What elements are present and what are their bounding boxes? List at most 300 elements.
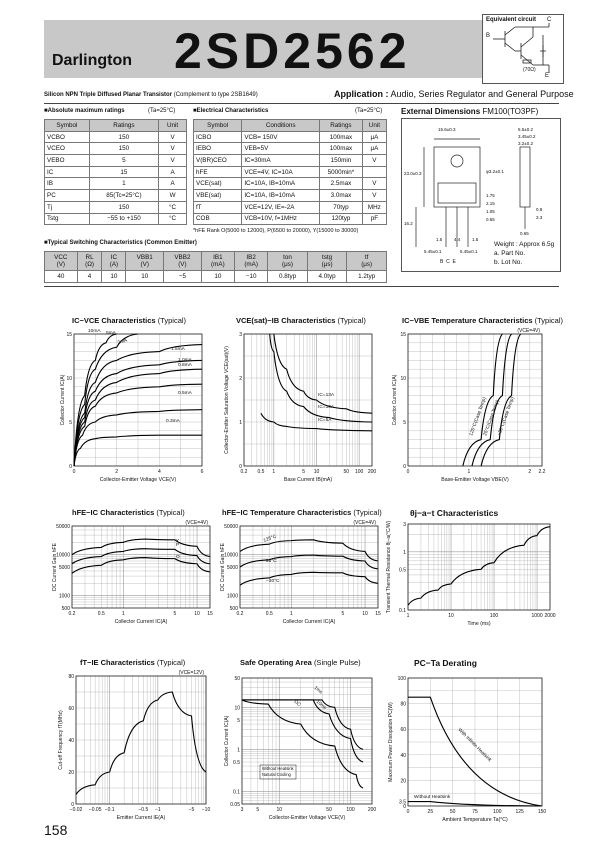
x-tick-label: −5 bbox=[188, 807, 195, 813]
table-cell: A bbox=[159, 178, 187, 190]
y-tick-label: 5 bbox=[69, 420, 72, 426]
chart-ic-vce bbox=[56, 324, 216, 484]
table-cell: PC bbox=[45, 190, 90, 202]
table-cell: VCE(sat) bbox=[194, 178, 242, 190]
series-label: 1.5mA bbox=[171, 347, 185, 352]
table-row bbox=[45, 131, 187, 143]
table-cell: V bbox=[159, 131, 187, 143]
header-cell: Ratings bbox=[320, 120, 363, 132]
header-cell: Symbol bbox=[45, 120, 90, 132]
test-condition: (VCE=12V) bbox=[178, 670, 204, 676]
series-label: 10mA bbox=[88, 329, 101, 334]
table-cell: −55 to +150 bbox=[89, 213, 158, 225]
header-cell: tstg (μs) bbox=[307, 252, 347, 271]
chart5-title: hFE−IC Temperature Characteristics (Typical) bbox=[222, 508, 382, 517]
x-tick-label: 15 bbox=[375, 611, 381, 617]
header-cell: tf (μs) bbox=[347, 252, 387, 271]
complement-note: (Complement to type 2SB1649) bbox=[173, 92, 258, 98]
grid bbox=[240, 526, 378, 608]
x-tick-label: 4 bbox=[157, 469, 161, 475]
header-cell: Conditions bbox=[242, 120, 320, 132]
table-row bbox=[45, 155, 187, 167]
dim-thickness: 5.5±0.2 bbox=[518, 127, 533, 132]
dim-side-b: 3.2±0.2 bbox=[518, 141, 533, 146]
y-tick-label: 1 bbox=[239, 420, 242, 426]
abs-max-cond: (Ta=25°C) bbox=[148, 108, 176, 114]
x-axis-label: Emitter Current IE(A) bbox=[116, 815, 166, 821]
series-label: Without Heatsink bbox=[414, 795, 451, 800]
abs-max-table bbox=[44, 119, 187, 225]
darlington-symbol-icon bbox=[483, 15, 563, 83]
test-condition: (VCE=4V) bbox=[185, 520, 208, 526]
header-cell: Ratings bbox=[89, 120, 158, 132]
x-tick-label: −1 bbox=[154, 807, 161, 813]
y-tick-label: 0 bbox=[403, 804, 406, 810]
y-axis-label: Collector Current IC(A) bbox=[60, 374, 66, 426]
series-label: 1.0mA bbox=[178, 358, 192, 363]
y-tick-label: 20 bbox=[68, 770, 74, 776]
series-label: 5mA bbox=[106, 331, 116, 336]
x-axis-label: Collector Current IC(A) bbox=[114, 619, 168, 625]
y-tick-label: 10 bbox=[400, 376, 406, 382]
table-cell: V bbox=[362, 155, 386, 167]
table-cell: V bbox=[159, 143, 187, 155]
series-label: DC bbox=[292, 699, 302, 708]
table-cell: VCBO bbox=[45, 131, 90, 143]
dim-g: 1.5 bbox=[436, 237, 443, 242]
application bbox=[334, 89, 574, 99]
chart-ic-vbe-temp bbox=[388, 324, 558, 484]
x-axis-label: Ambient Temperature Ta(°C) bbox=[442, 817, 508, 823]
y-tick-label: 1000 bbox=[226, 593, 238, 600]
header-cell: VCC (V) bbox=[45, 252, 78, 271]
series-line bbox=[72, 549, 210, 564]
x-tick-label: 100 bbox=[354, 469, 364, 475]
table-cell: hFE bbox=[194, 166, 242, 178]
y-tick-label: 10000 bbox=[224, 552, 238, 559]
x-tick-label: 200 bbox=[367, 469, 377, 475]
chart7-title: fT−IE Characteristics (Typical) bbox=[80, 658, 186, 667]
x-tick-label: 1000 bbox=[531, 613, 543, 619]
y-axis-label: DC Current Gain hFE bbox=[220, 543, 226, 591]
table-cell: V bbox=[362, 190, 386, 202]
table-cell: A bbox=[159, 166, 187, 178]
series-label: −30°C(Case Temp) bbox=[497, 396, 516, 437]
y-tick-label: 3 bbox=[403, 522, 406, 528]
x-tick-label: 5 bbox=[173, 611, 177, 617]
x-tick-label: 5 bbox=[256, 807, 260, 813]
y-axis-label: Collector Current IC(A) bbox=[224, 715, 230, 767]
series-line bbox=[74, 334, 138, 466]
table-cell: 70typ bbox=[320, 201, 363, 213]
plot-frame bbox=[408, 524, 550, 610]
table-cell: 3.0max bbox=[320, 190, 363, 202]
x-tick-label: 3 bbox=[240, 807, 244, 813]
pin-c-label: C bbox=[547, 17, 552, 23]
plot-frame bbox=[242, 678, 372, 804]
x-tick-label: −0.1 bbox=[104, 807, 115, 813]
y-tick-label: 15 bbox=[400, 332, 406, 338]
x-tick-label: 6 bbox=[200, 469, 204, 475]
y-tick-label: 1 bbox=[237, 747, 240, 754]
test-condition: (VCE=4V) bbox=[517, 328, 540, 334]
y-tick-label: 40 bbox=[400, 752, 406, 759]
table-cell: 10 bbox=[201, 271, 234, 283]
grid bbox=[244, 334, 372, 466]
page-number: 158 bbox=[44, 822, 68, 838]
x-tick-label: 200 bbox=[367, 807, 377, 813]
y-axis-label: DC Current Gain hFE bbox=[52, 543, 58, 591]
x-tick-label: 2.2 bbox=[538, 469, 546, 475]
x-tick-label: 100 bbox=[346, 807, 355, 813]
application-label: Application : bbox=[334, 89, 389, 99]
dim-lead: 16.2 bbox=[404, 221, 413, 226]
table-cell: 0.8typ bbox=[268, 271, 308, 283]
x-tick-label: 150 bbox=[537, 809, 547, 815]
part-no-note: a. Part No. bbox=[494, 250, 526, 257]
y-tick-label: 0.5 bbox=[233, 760, 240, 766]
y-axis-label: Collector-Emitter Saturation Voltage VCE(sat)(V) bbox=[224, 346, 230, 454]
table-cell: 85(Tc=25°C) bbox=[89, 190, 158, 202]
table-cell: −10 bbox=[235, 271, 268, 283]
ext-dim-box bbox=[401, 118, 561, 272]
table-cell: VBE(sat) bbox=[194, 190, 242, 202]
table-cell: V(BR)CEO bbox=[194, 155, 242, 167]
table-cell: 40 bbox=[45, 271, 78, 283]
table-cell: fT bbox=[194, 201, 242, 213]
x-tick-label: 0 bbox=[406, 469, 410, 475]
series-label: With Infinite Heatsink bbox=[456, 727, 492, 764]
header-cell: RL (Ω) bbox=[77, 252, 102, 271]
y-tick-label: 50 bbox=[234, 676, 240, 682]
y-tick-label: 20 bbox=[400, 778, 406, 785]
chart4-title: hFE−IC Characteristics (Typical) bbox=[72, 508, 185, 517]
hfe-rank-note: *hFE Rank O(5000 to 12000), P(6500 to 20000), Y(15000 to 30000) bbox=[193, 228, 359, 234]
y-tick-label: 500 bbox=[61, 606, 70, 612]
x-tick-label: 2000 bbox=[544, 613, 556, 619]
series-label: IC=13A bbox=[318, 393, 335, 398]
abs-max-title: ■Absolute maximum ratings bbox=[44, 108, 125, 114]
table-cell: 15 bbox=[89, 166, 158, 178]
x-tick-label: 10 bbox=[313, 469, 320, 475]
soa-note-1: Without Heatsink bbox=[262, 766, 294, 771]
table-row bbox=[45, 178, 187, 190]
switching-table bbox=[44, 251, 387, 283]
elec-title: ■Electrical Characteristics bbox=[193, 108, 269, 114]
transistor-type: Silicon NPN Triple Diffused Planar Transistor bbox=[44, 92, 173, 98]
table-cell: 10 bbox=[126, 271, 164, 283]
y-tick-label: 5000 bbox=[58, 565, 70, 571]
y-tick-label: 0.5 bbox=[399, 567, 406, 574]
table-cell: IC=10A, IB=10mA bbox=[242, 190, 320, 202]
y-tick-label: 0.1 bbox=[233, 789, 240, 796]
chart-hfe-ic bbox=[50, 516, 218, 638]
y-axis-label: Collector Current IC(A) bbox=[392, 374, 398, 426]
table-cell: 10 bbox=[102, 271, 126, 283]
grid bbox=[408, 334, 542, 466]
table-cell: 150 bbox=[89, 201, 158, 213]
table-cell: 150 bbox=[89, 131, 158, 143]
y-tick-label: 100 bbox=[397, 676, 406, 682]
table-header bbox=[45, 120, 187, 132]
eqv-title: Equivalent circuit bbox=[486, 17, 537, 23]
grid bbox=[242, 678, 372, 804]
y-tick-label: 5 bbox=[237, 718, 240, 724]
x-axis-label: Base Current IB(mA) bbox=[283, 477, 333, 483]
table-cell: VEB=5V bbox=[242, 143, 320, 155]
x-tick-label: 0.2 bbox=[68, 611, 76, 617]
header-cell: VBB2 (V) bbox=[164, 252, 202, 271]
dim-i: 1.5 bbox=[472, 237, 479, 242]
table-row bbox=[194, 155, 387, 167]
dim-a: 1.75 bbox=[486, 193, 495, 198]
chart-vcesat-ib bbox=[222, 324, 382, 484]
y-tick-label: 80 bbox=[68, 674, 74, 680]
table-cell: 5 bbox=[89, 155, 158, 167]
x-tick-label: 50 bbox=[449, 809, 456, 815]
table-cell: VCE=4V, IC=10A bbox=[242, 166, 320, 178]
table-row bbox=[194, 178, 387, 190]
x-tick-label: 1 bbox=[467, 469, 471, 475]
table-row bbox=[45, 143, 187, 155]
table-cell: 100max bbox=[320, 131, 363, 143]
table-cell: °C bbox=[159, 213, 187, 225]
x-tick-label: 15 bbox=[207, 611, 213, 617]
table-row bbox=[194, 201, 387, 213]
dim-b: 2.15 bbox=[486, 201, 495, 206]
y-tick-label: 10 bbox=[66, 376, 72, 382]
dim-pitch-2: 5.45±0.1 bbox=[460, 249, 478, 254]
grid bbox=[408, 524, 550, 610]
chart9-title: PC−Ta Derating bbox=[414, 658, 477, 668]
table-cell: −5 bbox=[164, 271, 202, 283]
pin-labels: B C E bbox=[440, 259, 456, 265]
table-row bbox=[194, 190, 387, 202]
dim-hole: φ3.2±0.1 bbox=[486, 169, 504, 174]
x-tick-label: 1 bbox=[272, 469, 276, 475]
table-cell: IC=10A, IB=10mA bbox=[242, 178, 320, 190]
resistor-label: (70Ω) bbox=[523, 67, 536, 73]
y-tick-label: 5 bbox=[403, 420, 406, 426]
table-row bbox=[45, 166, 187, 178]
x-tick-label: 0 bbox=[72, 469, 76, 475]
series-label: 125°C(Case Temp) bbox=[469, 396, 488, 437]
series-label: IC=5A bbox=[318, 418, 332, 423]
x-tick-label: 100 bbox=[489, 613, 499, 619]
table-cell: VCEO bbox=[45, 143, 90, 155]
header-cell: IC (A) bbox=[102, 252, 126, 271]
package-name: FM100(TO3PF) bbox=[482, 107, 539, 116]
table-cell: Tj bbox=[45, 201, 90, 213]
x-tick-label: 2 bbox=[528, 469, 532, 475]
y-tick-label: 50000 bbox=[224, 524, 238, 530]
series-label: 25°C(Case Temp) bbox=[483, 399, 501, 437]
x-tick-label: −0.5 bbox=[138, 807, 149, 813]
grid bbox=[72, 526, 210, 608]
y-axis-label: Cut-off Frequency fT(MHz) bbox=[58, 710, 64, 770]
ext-dim-label: External Dimensions bbox=[401, 107, 481, 116]
chart-soa bbox=[222, 666, 382, 824]
series-label: 3mA bbox=[117, 338, 129, 346]
series-label: P bbox=[176, 543, 180, 548]
y-tick-label: 1 bbox=[403, 549, 406, 556]
table-row bbox=[194, 131, 387, 143]
x-tick-label: 5 bbox=[302, 469, 306, 475]
series-line bbox=[76, 692, 206, 794]
series-label: 0.5mA bbox=[178, 391, 192, 396]
y-tick-label: 60 bbox=[68, 706, 74, 712]
table-row bbox=[45, 213, 187, 225]
table-cell: ICBO bbox=[194, 131, 242, 143]
x-tick-label: 0.5 bbox=[257, 469, 265, 475]
header-cell: IB1 (mA) bbox=[201, 252, 234, 271]
x-tick-label: 0.2 bbox=[240, 469, 248, 475]
chart1-title: IC−VCE Characteristics (Typical) bbox=[72, 316, 187, 325]
y-tick-label: 60 bbox=[400, 727, 406, 734]
part-number: 2SD2562 bbox=[174, 23, 411, 79]
y-tick-label: 0 bbox=[239, 464, 242, 470]
pin-e-label: E bbox=[545, 73, 550, 79]
x-tick-label: −0.05 bbox=[88, 807, 102, 813]
chart6-title: θj−a−t Characteristics bbox=[410, 508, 499, 518]
soa-note-2: Natural Cooling bbox=[262, 772, 291, 777]
dim-f: 3.3 bbox=[536, 215, 543, 220]
series-line bbox=[240, 540, 378, 561]
chart-hfe-ic-temp bbox=[218, 516, 386, 638]
table-cell: pF bbox=[362, 213, 386, 225]
table-cell: VCE=12V, IE=-2A bbox=[242, 201, 320, 213]
y-axis-label: Maximum Power Dissipation PC(W) bbox=[388, 702, 394, 782]
y-tick-label: 0.1 bbox=[399, 608, 406, 614]
y-tick-label: 50000 bbox=[56, 524, 70, 530]
table-cell: °C bbox=[159, 201, 187, 213]
x-tick-label: 75 bbox=[472, 809, 478, 815]
y-tick-label: 3.5 bbox=[399, 799, 406, 806]
x-tick-label: 10 bbox=[362, 611, 368, 617]
header-cell: IB2 (mA) bbox=[235, 252, 268, 271]
description-type bbox=[44, 92, 258, 98]
table-cell: W bbox=[159, 190, 187, 202]
table-cell: 4.0typ bbox=[307, 271, 347, 283]
elec-cond: (Ta=25°C) bbox=[355, 108, 383, 114]
dim-side-a: 3.45±0.2 bbox=[518, 134, 536, 139]
table-row bbox=[194, 143, 387, 155]
x-tick-label: 1 bbox=[290, 611, 293, 617]
series-label: 10ms bbox=[314, 699, 327, 712]
x-tick-label: 0.5 bbox=[265, 611, 273, 617]
subtitle: Darlington bbox=[52, 52, 132, 69]
y-tick-label: 10000 bbox=[56, 552, 70, 559]
chart-theta-t bbox=[384, 516, 560, 638]
x-tick-label: 0.2 bbox=[236, 611, 244, 617]
series-line bbox=[408, 527, 550, 606]
equivalent-circuit bbox=[482, 14, 564, 84]
series-label: Y bbox=[176, 539, 180, 544]
dim-pitch-1: 5.45±0.1 bbox=[424, 249, 442, 254]
header-cell: Unit bbox=[362, 120, 386, 132]
series-line bbox=[72, 539, 210, 556]
elec-table bbox=[193, 119, 387, 225]
dim-d: 0.65 bbox=[486, 217, 495, 222]
table-cell: 1 bbox=[89, 178, 158, 190]
dim-j: 0.8 bbox=[536, 207, 543, 212]
x-tick-label: 0 bbox=[406, 809, 410, 815]
y-tick-label: 15 bbox=[66, 332, 72, 338]
y-tick-label: 3 bbox=[239, 332, 242, 338]
table-cell: VEBO bbox=[45, 155, 90, 167]
divider bbox=[44, 103, 559, 104]
chart8-title: Safe Operating Area (Single Pulse) bbox=[240, 658, 361, 667]
x-tick-label: 25 bbox=[427, 809, 434, 815]
table-cell: μA bbox=[362, 131, 386, 143]
table-cell: 4 bbox=[77, 271, 102, 283]
table-cell: Tstg bbox=[45, 213, 90, 225]
chart3-title: IC−VBE Temperature Characteristics (Typical) bbox=[402, 316, 563, 325]
series-label: 0.8mA bbox=[178, 363, 192, 368]
table-cell: 120typ bbox=[320, 213, 363, 225]
table-header bbox=[194, 120, 387, 132]
table-cell: V bbox=[362, 178, 386, 190]
series-label: 1ms bbox=[312, 685, 323, 696]
switching-title: ■Typical Switching Characteristics (Common Emitter) bbox=[44, 240, 197, 246]
x-tick-label: 2 bbox=[115, 469, 119, 475]
dim-height: 23.0±0.3 bbox=[404, 171, 422, 176]
series-label: IC=10A bbox=[318, 405, 335, 410]
y-tick-label: 0 bbox=[69, 464, 72, 470]
pin-b-label: B bbox=[486, 33, 491, 39]
dim-h: 4.4 bbox=[454, 237, 461, 242]
x-axis-label: Collector Current IC(A) bbox=[282, 619, 336, 625]
table-cell: 150min bbox=[320, 155, 363, 167]
table-cell: 150 bbox=[89, 143, 158, 155]
x-tick-label: 125 bbox=[515, 809, 524, 815]
weight: Weight : Approx 6.5g bbox=[494, 241, 555, 248]
x-tick-label: 50 bbox=[343, 469, 350, 475]
series-line bbox=[472, 334, 512, 466]
dim-c: 1.05 bbox=[486, 209, 495, 214]
series-label: −30°C bbox=[266, 579, 280, 584]
series-label: O bbox=[176, 555, 180, 560]
x-axis-label: Collector-Emitter Voltage VCE(V) bbox=[268, 815, 346, 821]
x-tick-label: −0.02 bbox=[69, 807, 83, 813]
table-row bbox=[194, 166, 387, 178]
ext-dim-title bbox=[401, 107, 538, 116]
y-tick-label: 2 bbox=[239, 376, 242, 382]
y-tick-label: 0 bbox=[403, 464, 406, 470]
x-tick-label: 10 bbox=[276, 807, 283, 813]
y-tick-label: 80 bbox=[400, 701, 406, 708]
series-label: 0.3mA bbox=[166, 419, 180, 424]
y-tick-label: 0.05 bbox=[230, 802, 240, 808]
series-label: 125°C bbox=[262, 534, 278, 544]
table-row bbox=[194, 213, 387, 225]
x-axis-label: Base-Emitter Voltage VBE(V) bbox=[441, 477, 509, 483]
dim-e: 0.65 bbox=[520, 231, 529, 236]
x-axis-label: Collector-Emitter Voltage VCE(V) bbox=[99, 477, 177, 483]
table-row bbox=[45, 190, 187, 202]
y-tick-label: 5000 bbox=[226, 565, 238, 571]
y-tick-label: 40 bbox=[68, 738, 74, 744]
chart-pc-ta bbox=[386, 666, 554, 824]
x-tick-label: 5 bbox=[341, 611, 345, 617]
y-tick-label: 500 bbox=[229, 606, 238, 612]
table-cell: IC=30mA bbox=[242, 155, 320, 167]
header-cell: Unit bbox=[159, 120, 187, 132]
table-cell: MHz bbox=[362, 201, 386, 213]
x-tick-label: 10 bbox=[194, 611, 200, 617]
y-tick-label: 1000 bbox=[58, 593, 70, 600]
test-condition: (VCE=4V) bbox=[353, 520, 376, 526]
